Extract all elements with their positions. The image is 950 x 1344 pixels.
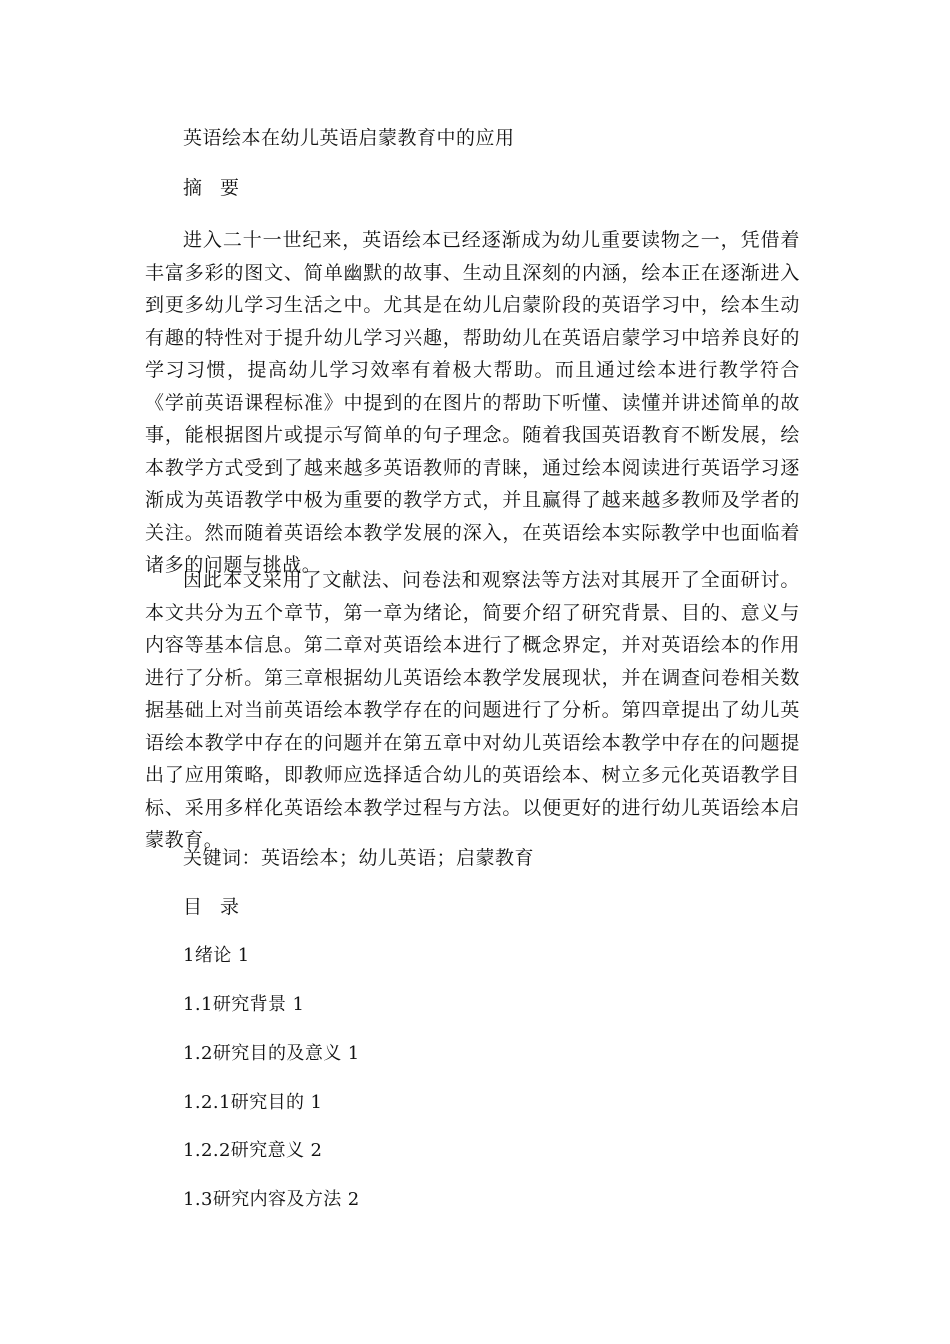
toc-item: 1绪论 1 [183,945,250,966]
toc-item: 1.3研究内容及方法 2 [183,1189,360,1210]
toc-item: 1.2.2研究意义 2 [183,1140,323,1161]
toc-item: 1.2.1研究目的 1 [183,1092,323,1113]
keywords: 关键词：英语绘本；幼儿英语；启蒙教育 [183,847,535,869]
abstract-heading: 摘 要 [183,177,246,199]
toc-item: 1.1研究背景 1 [183,994,305,1015]
toc-heading: 目 录 [183,896,246,918]
document-title: 英语绘本在幼儿英语启蒙教育中的应用 [183,127,515,149]
abstract-paragraph-1: 进入二十一世纪来，英语绘本已经逐渐成为幼儿重要读物之一，凭借着丰富多彩的图文、简单幽默的故事、生动且深刻的内涵，绘本正在逐渐进入到更多幼儿学习生活之中。尤其是在幼儿启蒙阶段的英语学习中，绘本生动有趣的特性对于提升幼儿学习兴趣，帮助幼儿在英语启蒙学习中培养良好的学习习惯，提高幼儿学习效率有着极大帮助。而且通过绘本进行教学符合《学前英语课程标准》中提到的在图片的帮助下听懂、读懂并讲述简单的故事，能根据图片或提示写简单的句子理念。随着我国英语教育不断发展，绘本教学方式受到了越来越多英语教师的青睐，通过绘本阅读进行英语学习逐渐成为英语教学中极为重要的教学方式，并且赢得了越来越多教师及学者的关注。然而随着英语绘本教学发展的深入，在英语绘本实际教学中也面临着诸多的问题与挑战。 [145,229,800,576]
abstract-paragraph-2: 因此本文采用了文献法、问卷法和观察法等方法对其展开了全面研讨。本文共分为五个章节，第一章为绪论，简要介绍了研究背景、目的、意义与内容等基本信息。第二章对英语绘本进行了概念界定，并对英语绘本的作用进行了分析。第三章根据幼儿英语绘本教学发展现状，并在调查问卷相关数据基础上对当前英语绘本教学存在的问题进行了分析。第四章提出了幼儿英语绘本教学中存在的问题并在第五章中对幼儿英语绘本教学中存在的问题提出了应用策略，即教师应选择适合幼儿的英语绘本、树立多元化英语教学目标、采用多样化英语绘本教学过程与方法。以便更好的进行幼儿英语绘本启蒙教育。 [145,569,800,851]
toc-item: 1.2研究目的及意义 1 [183,1043,360,1064]
